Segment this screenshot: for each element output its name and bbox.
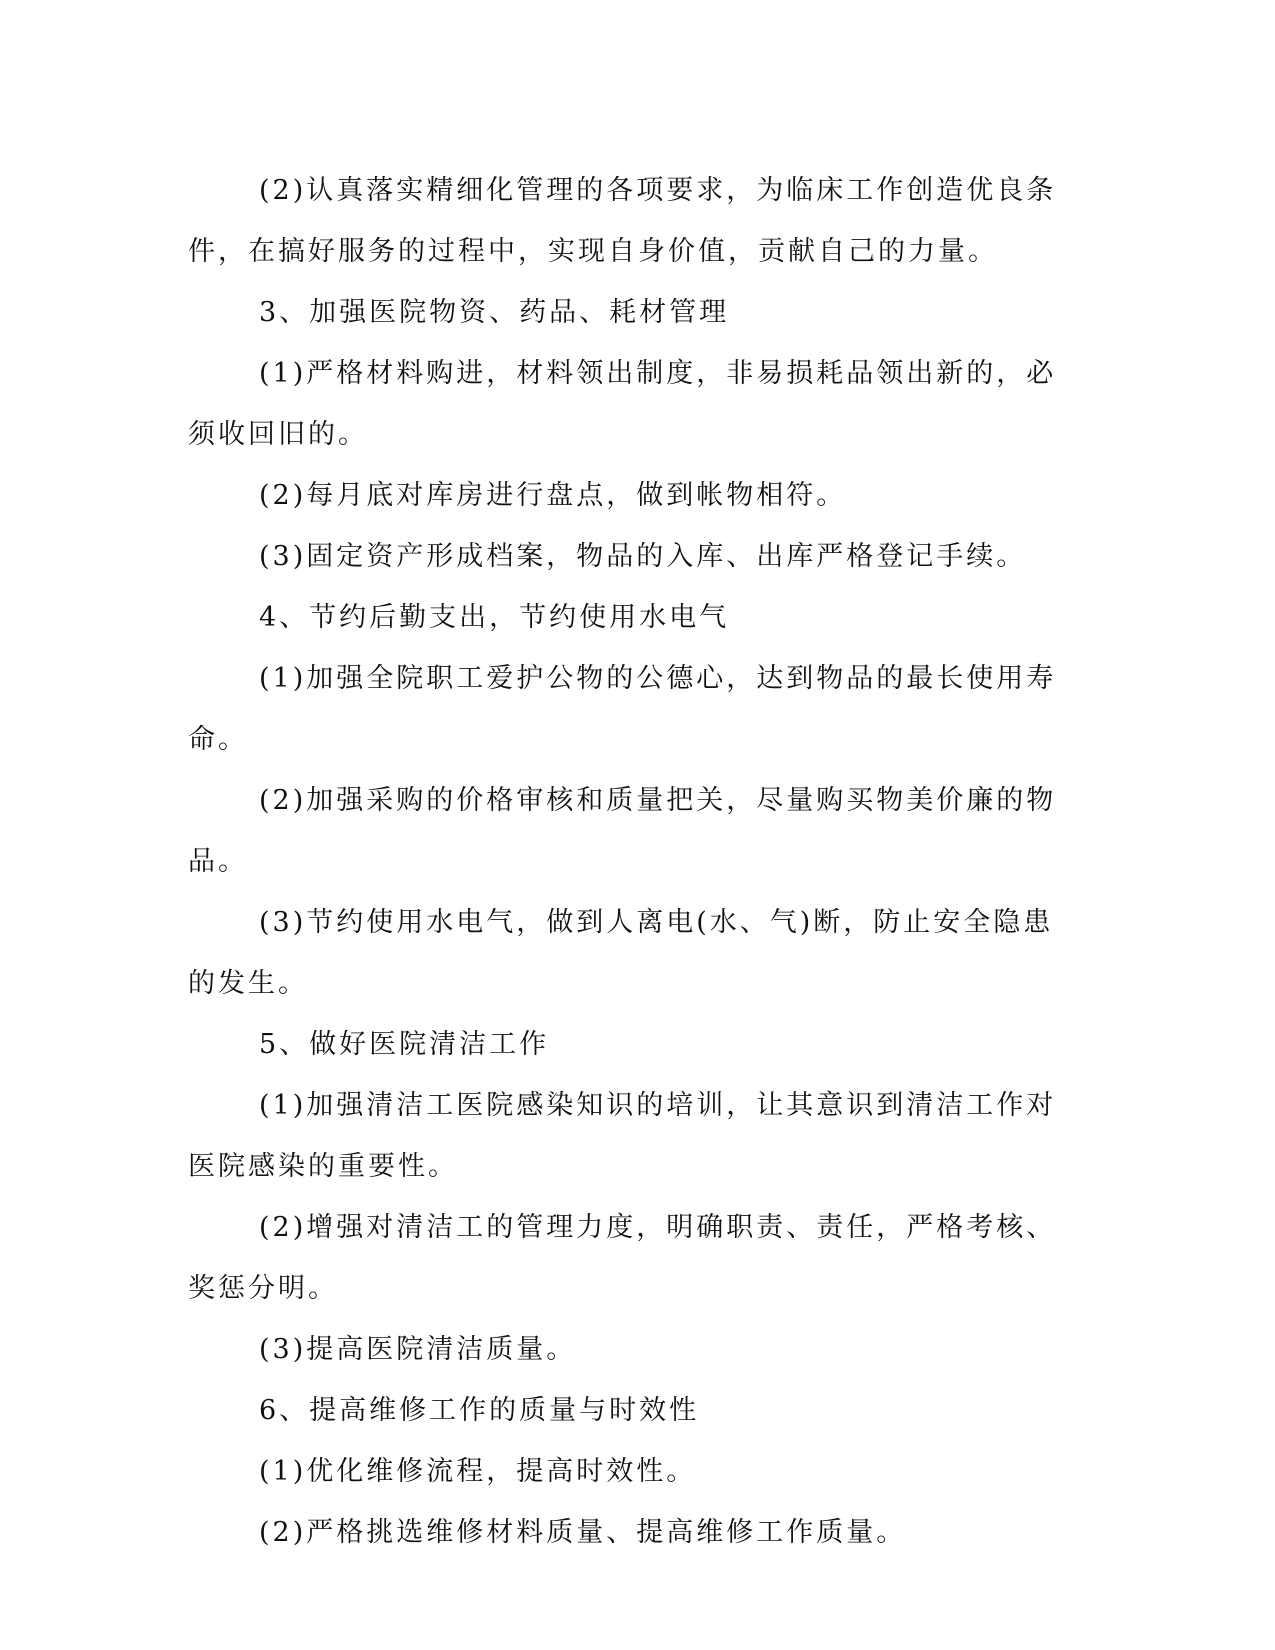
paragraph-item-1-public-property: (1)加强全院职工爱护公物的公德心，达到物品的最长使用寿命。: [188, 663, 1057, 755]
section-heading-5: 5、做好医院清洁工作: [259, 1029, 550, 1060]
paragraph-item-3-cleaning-quality: (3)提高医院清洁质量。: [259, 1334, 577, 1365]
section-heading-6: 6、提高维修工作的质量与时效性: [259, 1395, 700, 1426]
document-body: [188, 160, 1068, 1563]
paragraph-item-1-material-purchase: (1)严格材料购进，材料领出制度，非易损耗品领出新的，必须收回旧的。: [188, 358, 1057, 450]
paragraph-item-1-repair-process: (1)优化维修流程，提高时效性。: [259, 1456, 697, 1487]
paragraph-item-3-save-utilities: (3)节约使用水电气，做到人离电(水、气)断，防止安全隐患的发生。: [188, 907, 1054, 999]
paragraph-item-2-repair-materials: (2)严格挑选维修材料质量、提高维修工作质量。: [259, 1517, 907, 1548]
paragraph-item-2-procurement-review: (2)加强采购的价格审核和质量把关，尽量购买物美价廉的物品。: [188, 785, 1057, 877]
paragraph-item-3-fixed-assets: (3)固定资产形成档案，物品的入库、出库严格登记手续。: [259, 541, 1027, 572]
section-heading-4: 4、节约后勤支出，节约使用水电气: [259, 602, 730, 633]
section-heading-3: 3、加强医院物资、药品、耗材管理: [259, 297, 730, 328]
paragraph-item-2-refined-management: (2)认真落实精细化管理的各项要求，为临床工作创造优良条件，在搞好服务的过程中，实现自身价值，贡献自己的力量。: [188, 175, 1057, 267]
paragraph-item-2-inventory-check: (2)每月底对库房进行盘点，做到帐物相符。: [259, 480, 847, 511]
paragraph-item-1-cleaning-training: (1)加强清洁工医院感染知识的培训，让其意识到清洁工作对医院感染的重要性。: [188, 1090, 1057, 1182]
paragraph-item-2-cleaning-management: (2)增强对清洁工的管理力度，明确职责、责任，严格考核、奖惩分明。: [188, 1212, 1057, 1304]
